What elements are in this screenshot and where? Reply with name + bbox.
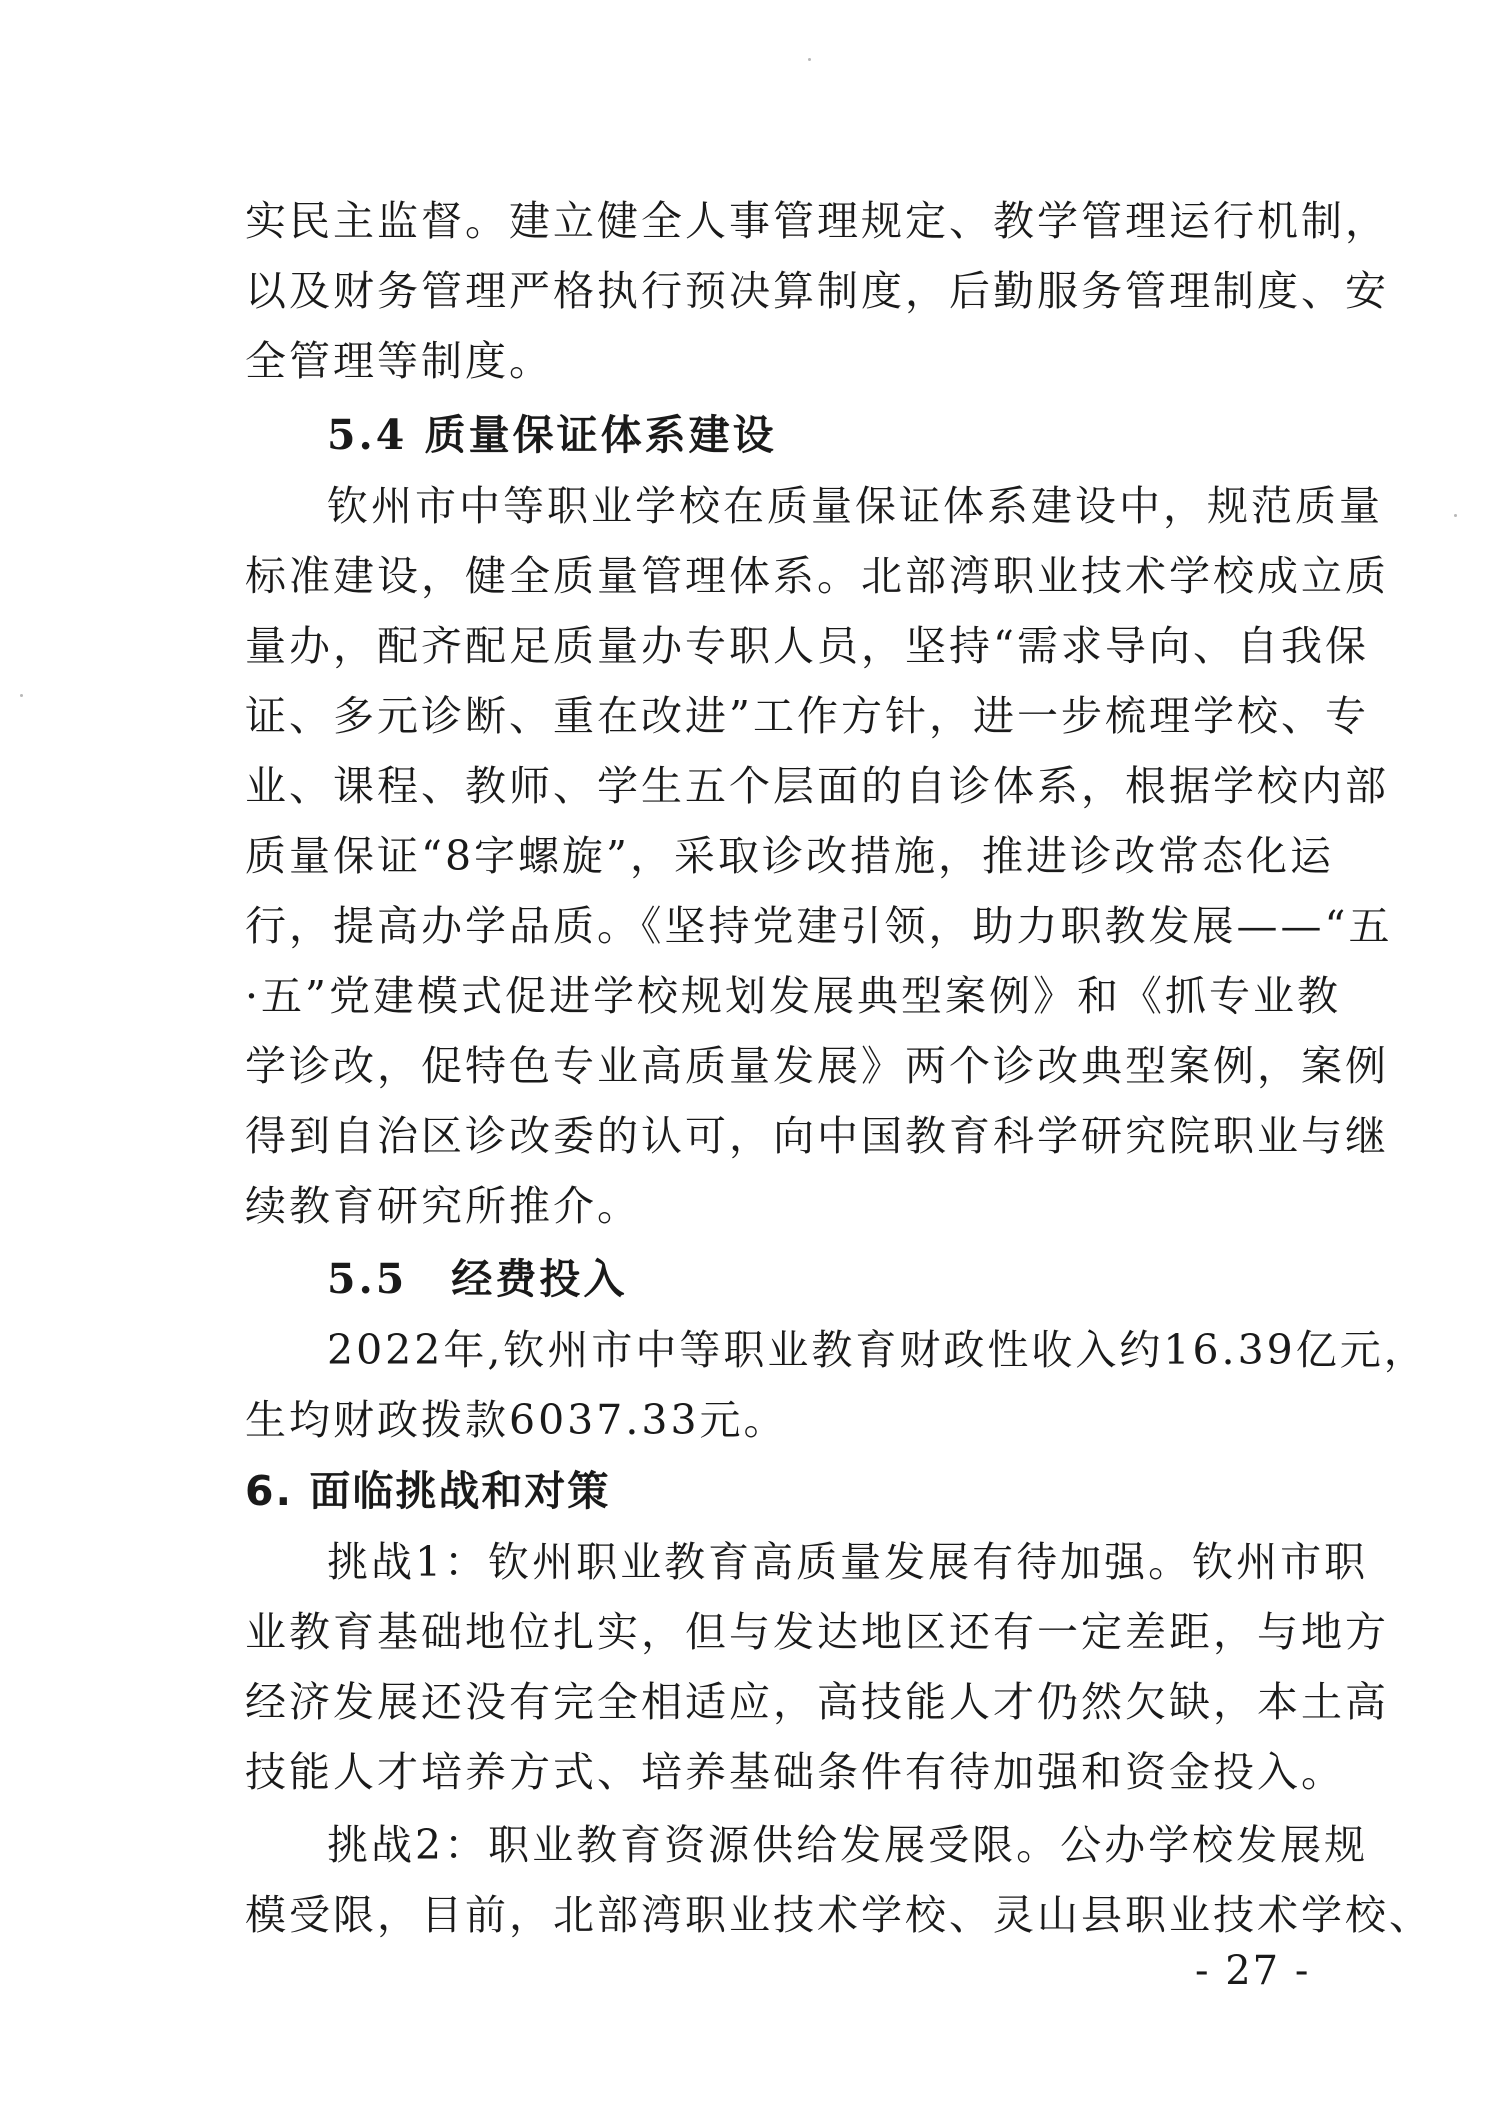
paragraph-line: 钦州市中等职业学校在质量保证体系建设中，规范质量 [327, 482, 1383, 530]
page-number: - 27 - [1195, 1948, 1311, 1994]
section-heading-6: 6. 面临挑战和对策 [245, 1467, 611, 1515]
paragraph-line: 挑战2：职业教育资源供给发展受限。公办学校发展规 [327, 1821, 1369, 1869]
paragraph-line: 标准建设，健全质量管理体系。北部湾职业技术学校成立质 [245, 552, 1389, 600]
paragraph-line: 2022年,钦州市中等职业教育财政性收入约16.39亿元， [327, 1326, 1428, 1374]
paragraph-line: 挑战1：钦州职业教育高质量发展有待加强。钦州市职 [327, 1538, 1369, 1586]
paragraph-line: 行，提高办学品质。《坚持党建引领，助力职教发展——“五 [245, 902, 1393, 950]
paragraph-line: 质量保证“8字螺旋”，采取诊改措施，推进诊改常态化运 [245, 832, 1335, 880]
section-heading-5-4: 5.4 质量保证体系建设 [327, 411, 777, 459]
paragraph-line: 模受限，目前，北部湾职业技术学校、灵山县职业技术学校、 [245, 1891, 1433, 1939]
paragraph-line: 学诊改，促特色专业高质量发展》两个诊改典型案例，案例 [245, 1042, 1389, 1090]
section-heading-5-5: 5.5 经费投入 [327, 1255, 628, 1303]
paragraph-line: 实民主监督。建立健全人事管理规定、教学管理运行机制， [245, 197, 1389, 245]
scan-speck [20, 694, 23, 697]
paragraph-line: 业教育基础地位扎实，但与发达地区还有一定差距，与地方 [245, 1608, 1389, 1656]
paragraph-line: 量办，配齐配足质量办专职人员，坚持“需求导向、自我保 [245, 622, 1369, 670]
paragraph-line: 生均财政拨款6037.33元。 [245, 1396, 788, 1444]
paragraph-line: 技能人才培养方式、培养基础条件有待加强和资金投入。 [245, 1748, 1345, 1796]
paragraph-line: ·五”党建模式促进学校规划发展典型案例》和《抓专业教 [245, 972, 1341, 1020]
paragraph-line: 经济发展还没有完全相适应，高技能人才仍然欠缺，本土高 [245, 1678, 1389, 1726]
paragraph-line: 以及财务管理严格执行预决算制度，后勤服务管理制度、安 [245, 267, 1389, 315]
paragraph-line: 证、多元诊断、重在改进”工作方针，进一步梳理学校、专 [245, 692, 1369, 740]
scan-speck [1454, 514, 1457, 517]
paragraph-line: 续教育研究所推介。 [245, 1182, 641, 1230]
paragraph-line: 全管理等制度。 [245, 337, 553, 385]
paragraph-line: 业、课程、教师、学生五个层面的自诊体系，根据学校内部 [245, 762, 1389, 810]
paragraph-line: 得到自治区诊改委的认可，向中国教育科学研究院职业与继 [245, 1112, 1389, 1160]
scan-speck [808, 58, 811, 61]
